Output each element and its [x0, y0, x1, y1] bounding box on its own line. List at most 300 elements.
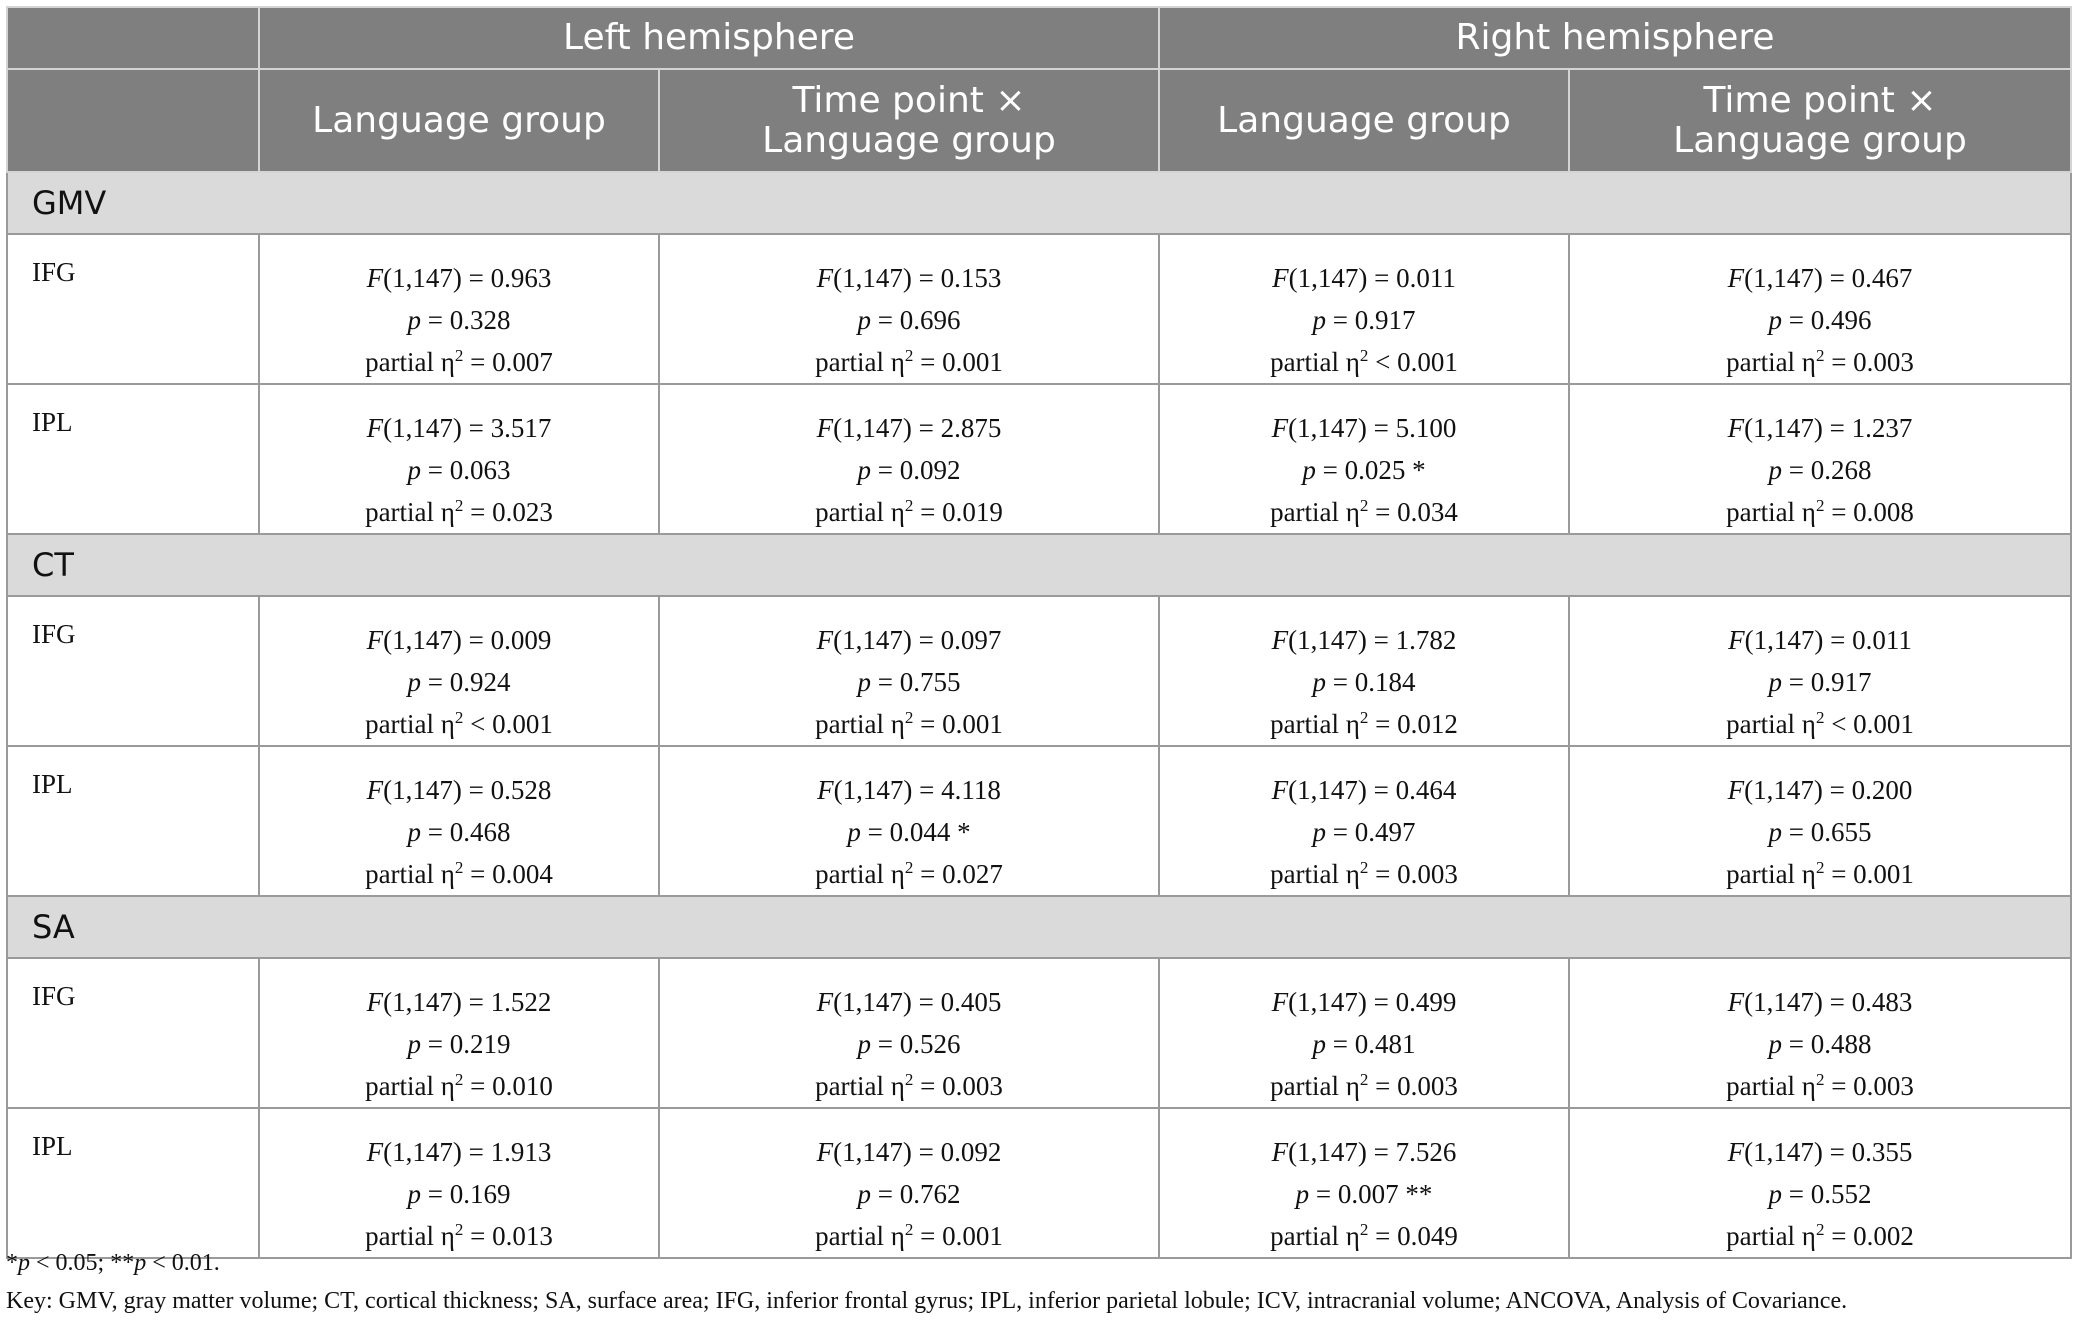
f-statistic: [1160, 257, 1568, 299]
f-symbol: F: [1727, 775, 1745, 805]
eta-value: = 0.001: [1831, 859, 1914, 889]
eta-superscript: 2: [454, 1220, 464, 1239]
f-symbol: F: [1727, 413, 1745, 443]
f-symbol: F: [366, 987, 384, 1017]
stat-cell: [1159, 746, 1569, 896]
f-symbol: F: [1271, 413, 1289, 443]
region-label: IFG: [7, 234, 259, 384]
table-row: [7, 234, 2071, 384]
eta-superscript: 2: [1815, 708, 1825, 727]
p-value-line: [260, 811, 658, 853]
stat-cell: [1159, 1108, 1569, 1258]
eta-superscript: 2: [1815, 1070, 1825, 1089]
p-equals: =: [871, 1029, 900, 1059]
p-value-line: [260, 449, 658, 491]
column-header-3: [1569, 69, 2071, 172]
eta-superscript: 2: [1359, 346, 1369, 365]
p-value-line: [660, 661, 1158, 703]
p-value-line: [1570, 661, 2070, 703]
p-value: 0.184: [1354, 667, 1416, 697]
p-value: 0.092: [899, 455, 961, 485]
p-equals: =: [421, 817, 450, 847]
stat-cell: [1159, 234, 1569, 384]
eta-superscript: 2: [454, 858, 464, 877]
p-symbol: p: [1295, 1179, 1310, 1209]
p-value-line: [1160, 1023, 1568, 1065]
eta-value: = 0.003: [1831, 347, 1914, 377]
stat-cell: [1569, 596, 2071, 746]
effect-size-line: [260, 853, 658, 895]
effect-size-line: [1570, 1065, 2070, 1107]
eta-value: = 0.010: [470, 1071, 553, 1101]
f-df: (1,147) =: [383, 413, 491, 443]
p-equals: =: [1782, 667, 1811, 697]
p-value: 0.496: [1810, 305, 1872, 335]
f-symbol: F: [1727, 1137, 1745, 1167]
p-value: 0.917: [1354, 305, 1416, 335]
p-value: 0.755: [899, 667, 961, 697]
stat-cell: [259, 958, 659, 1108]
p-value: 0.025: [1344, 455, 1406, 485]
f-statistic: [1160, 619, 1568, 661]
p-symbol: p: [1312, 667, 1326, 697]
effect-size-line: [1570, 703, 2070, 745]
f-value: 0.355: [1851, 1137, 1913, 1167]
eta-value: = 0.004: [470, 859, 553, 889]
eta-value: = 0.001: [920, 709, 1003, 739]
eta-value: < 0.001: [1375, 347, 1458, 377]
f-symbol: F: [816, 263, 834, 293]
eta-label: partial η: [1270, 347, 1360, 377]
f-symbol: F: [816, 1137, 834, 1167]
p-equals: =: [1326, 1029, 1355, 1059]
table-footnotes: [6, 1244, 2070, 1320]
f-statistic: [1160, 407, 1568, 449]
f-df: (1,147) =: [1288, 1137, 1396, 1167]
f-statistic: [1570, 257, 2070, 299]
p-symbol: p: [407, 817, 421, 847]
f-df: (1,147) =: [383, 987, 491, 1017]
f-value: 1.782: [1395, 625, 1457, 655]
p-value-line: [1570, 1173, 2070, 1215]
eta-value: = 0.003: [920, 1071, 1003, 1101]
f-symbol: F: [816, 987, 834, 1017]
f-statistic: [660, 981, 1158, 1023]
f-statistic: [260, 257, 658, 299]
results-table-container: [6, 6, 2070, 1259]
p-value-line: [660, 299, 1158, 341]
abbreviation-key-footnote: Key: GMV, gray matter volume; CT, cortical thickness; SA, surface area; IFG, inferior frontal gyrus; IPL, inferior parietal lobule; ICV, intracranial volume; ANCOVA, Analysis of Covariance.: [6, 1288, 1848, 1314]
p-symbol: p: [1768, 817, 1783, 847]
f-symbol: F: [366, 413, 384, 443]
stat-cell: [259, 384, 659, 534]
section-label: CT: [7, 534, 2071, 596]
f-df: (1,147) =: [833, 1137, 941, 1167]
eta-value: = 0.001: [920, 347, 1003, 377]
eta-value: < 0.001: [470, 709, 553, 739]
p-value: 0.169: [449, 1179, 511, 1209]
section-row: [7, 172, 2071, 234]
p-value-line: [1570, 1023, 2070, 1065]
p-symbol: p: [1312, 1029, 1326, 1059]
f-value: 0.200: [1851, 775, 1913, 805]
f-df: (1,147) =: [1288, 987, 1396, 1017]
eta-label: partial η: [1270, 859, 1360, 889]
p-value: 0.007: [1337, 1179, 1399, 1209]
eta-label: partial η: [815, 1221, 905, 1251]
f-df: (1,147) =: [1744, 987, 1852, 1017]
p-value-line: [1160, 661, 1568, 703]
eta-label: partial η: [1726, 497, 1816, 527]
effect-size-line: [1160, 341, 1568, 383]
effect-size-line: [260, 1065, 658, 1107]
eta-value: < 0.001: [1831, 709, 1914, 739]
f-value: 0.467: [1851, 263, 1913, 293]
f-symbol: F: [1727, 987, 1745, 1017]
f-df: (1,147) =: [833, 987, 941, 1017]
eta-value: = 0.008: [1831, 497, 1914, 527]
f-symbol: F: [366, 263, 384, 293]
p-equals: =: [1782, 1179, 1811, 1209]
f-symbol: F: [816, 413, 834, 443]
p-equals: =: [871, 455, 900, 485]
f-value: 1.913: [490, 1137, 552, 1167]
p-value: 0.924: [449, 667, 511, 697]
eta-label: partial η: [1726, 347, 1816, 377]
p-value: 0.481: [1354, 1029, 1416, 1059]
eta-superscript: 2: [904, 346, 914, 365]
stat-cell: [1569, 1108, 2071, 1258]
effect-size-line: [660, 1065, 1158, 1107]
section-label: GMV: [7, 172, 2071, 234]
eta-superscript: 2: [454, 708, 464, 727]
p-value-line: [1160, 299, 1568, 341]
region-label: IFG: [7, 958, 259, 1108]
p-equals: =: [1326, 667, 1355, 697]
p-equals: =: [871, 667, 900, 697]
effect-size-line: [1570, 853, 2070, 895]
eta-value: = 0.003: [1375, 1071, 1458, 1101]
f-statistic: [1570, 407, 2070, 449]
eta-superscript: 2: [1815, 346, 1825, 365]
eta-superscript: 2: [1815, 858, 1825, 877]
f-df: (1,147) =: [383, 263, 491, 293]
f-symbol: F: [1272, 263, 1289, 293]
p-value-line: [660, 1173, 1158, 1215]
f-symbol: F: [1728, 625, 1745, 655]
p-symbol: p: [857, 305, 871, 335]
f-df: (1,147) =: [1288, 413, 1396, 443]
f-df: (1,147) =: [383, 625, 491, 655]
effect-size-line: [260, 703, 658, 745]
stat-cell: [659, 1108, 1159, 1258]
p-equals: =: [1782, 1029, 1811, 1059]
stat-cell: [1569, 234, 2071, 384]
header-row-effects: [7, 69, 2071, 172]
stat-cell: [1569, 958, 2071, 1108]
header-empty-cell: [7, 69, 259, 172]
f-df: (1,147) =: [833, 625, 941, 655]
p-value: 0.328: [449, 305, 511, 335]
stat-cell: [1569, 746, 2071, 896]
eta-label: partial η: [1270, 709, 1360, 739]
p-value: 0.044: [889, 817, 951, 847]
eta-superscript: 2: [904, 496, 914, 515]
region-label: IFG: [7, 596, 259, 746]
p-equals: =: [421, 1179, 450, 1209]
f-statistic: [1570, 1131, 2070, 1173]
eta-value: = 0.002: [1831, 1221, 1914, 1251]
f-symbol: F: [1271, 625, 1289, 655]
right-hemisphere-header: Right hemisphere: [1159, 7, 2071, 69]
p-value: 0.655: [1810, 817, 1872, 847]
effect-size-line: [1160, 491, 1568, 533]
effect-size-line: [260, 491, 658, 533]
f-statistic: [260, 981, 658, 1023]
effect-size-line: [1160, 1065, 1568, 1107]
p-symbol: p: [1312, 817, 1326, 847]
p-symbol: p: [407, 667, 421, 697]
p-value-line: [260, 1023, 658, 1065]
p-equals: =: [871, 305, 900, 335]
f-statistic: [660, 407, 1158, 449]
eta-label: partial η: [1726, 709, 1816, 739]
eta-superscript: 2: [1815, 1220, 1825, 1239]
p-value: 0.488: [1810, 1029, 1872, 1059]
f-value: 0.405: [940, 987, 1002, 1017]
p-value-line: [1160, 449, 1568, 491]
table-row: [7, 958, 2071, 1108]
f-value: 0.483: [1851, 987, 1913, 1017]
f-statistic: [660, 619, 1158, 661]
f-statistic: [260, 1131, 658, 1173]
stat-cell: [1159, 384, 1569, 534]
p-value-line: [660, 449, 1158, 491]
p-equals: =: [1782, 817, 1811, 847]
p-equals: =: [1309, 1179, 1338, 1209]
eta-label: partial η: [365, 1071, 455, 1101]
f-df: (1,147) =: [1288, 625, 1396, 655]
column-header-line: Language group: [1217, 99, 1511, 141]
f-df: (1,147) =: [383, 1137, 491, 1167]
header-row-hemispheres: [7, 7, 2071, 69]
eta-value: = 0.013: [470, 1221, 553, 1251]
eta-value: = 0.027: [920, 859, 1003, 889]
eta-label: partial η: [815, 709, 905, 739]
significance-marker: *: [1412, 455, 1426, 485]
f-value: 1.522: [490, 987, 552, 1017]
f-value: 0.011: [1396, 263, 1456, 293]
p-symbol: p: [1768, 455, 1783, 485]
p-value: 0.552: [1810, 1179, 1872, 1209]
f-df: (1,147) =: [1744, 775, 1852, 805]
significance-marker: **: [1405, 1179, 1433, 1209]
p-symbol: p: [407, 455, 421, 485]
f-statistic: [1570, 769, 2070, 811]
p-equals: =: [860, 817, 890, 847]
column-header-line: Language group: [312, 99, 606, 141]
eta-label: partial η: [365, 1221, 455, 1251]
f-value: 4.118: [941, 775, 1001, 805]
stat-cell: [259, 596, 659, 746]
eta-value: = 0.007: [470, 347, 553, 377]
table-row: [7, 1108, 2071, 1258]
region-label: IPL: [7, 384, 259, 534]
eta-value: = 0.012: [1375, 709, 1458, 739]
table-row: [7, 384, 2071, 534]
f-value: 0.153: [940, 263, 1002, 293]
stat-cell: [659, 384, 1159, 534]
eta-label: partial η: [365, 497, 455, 527]
eta-label: partial η: [1270, 1071, 1360, 1101]
eta-value: = 0.001: [920, 1221, 1003, 1251]
eta-value: = 0.023: [470, 497, 553, 527]
section-label: SA: [7, 896, 2071, 958]
f-df: (1,147) =: [833, 263, 941, 293]
f-df: (1,147) =: [833, 413, 941, 443]
p-symbol: p: [407, 1179, 421, 1209]
header-corner-cell: [7, 7, 259, 69]
effect-size-line: [1570, 341, 2070, 383]
stat-cell: [659, 596, 1159, 746]
f-symbol: F: [1271, 775, 1289, 805]
eta-superscript: 2: [1359, 708, 1369, 727]
p-value: 0.917: [1810, 667, 1872, 697]
eta-label: partial η: [815, 347, 905, 377]
p-equals: =: [421, 1029, 450, 1059]
eta-superscript: 2: [454, 496, 464, 515]
p-symbol: p: [857, 667, 871, 697]
f-value: 0.528: [490, 775, 552, 805]
p-value: 0.696: [899, 305, 961, 335]
stat-cell: [659, 958, 1159, 1108]
section-row: [7, 896, 2071, 958]
eta-value: = 0.003: [1831, 1071, 1914, 1101]
column-header-1: [659, 69, 1159, 172]
f-df: (1,147) =: [1744, 263, 1852, 293]
p-equals: =: [1782, 455, 1811, 485]
f-symbol: F: [1727, 263, 1745, 293]
eta-superscript: 2: [1359, 858, 1369, 877]
eta-superscript: 2: [454, 1070, 464, 1089]
eta-label: partial η: [815, 1071, 905, 1101]
p-value-line: [1570, 299, 2070, 341]
p-equals: =: [1782, 305, 1811, 335]
eta-label: partial η: [815, 497, 905, 527]
p-symbol: p: [407, 305, 421, 335]
f-value: 1.237: [1851, 413, 1913, 443]
effect-size-line: [660, 491, 1158, 533]
f-value: 0.963: [490, 263, 552, 293]
eta-label: partial η: [365, 347, 455, 377]
f-symbol: F: [1271, 987, 1289, 1017]
stat-cell: [259, 234, 659, 384]
significance-footnote: *p < 0.05; **p < 0.01.: [6, 1250, 220, 1276]
column-header-line: Time point ×: [1703, 79, 1937, 121]
stat-cell: [1159, 958, 1569, 1108]
f-value: 0.464: [1395, 775, 1457, 805]
eta-value: = 0.049: [1375, 1221, 1458, 1251]
f-symbol: F: [817, 775, 834, 805]
f-statistic: [1570, 981, 2070, 1023]
column-header-line: Language group: [1673, 119, 1967, 161]
p-value-line: [260, 661, 658, 703]
f-df: (1,147) =: [1744, 625, 1853, 655]
table-row: [7, 596, 2071, 746]
eta-label: partial η: [1270, 497, 1360, 527]
effect-size-line: [1160, 703, 1568, 745]
eta-label: partial η: [1726, 1221, 1816, 1251]
region-label: IPL: [7, 1108, 259, 1258]
f-value: 2.875: [940, 413, 1002, 443]
eta-value: = 0.034: [1375, 497, 1458, 527]
p-value: 0.268: [1810, 455, 1872, 485]
f-statistic: [1160, 769, 1568, 811]
f-statistic: [1160, 981, 1568, 1023]
effect-size-line: [260, 341, 658, 383]
f-value: 7.526: [1395, 1137, 1457, 1167]
stat-cell: [659, 234, 1159, 384]
f-statistic: [260, 769, 658, 811]
p-value-line: [660, 1023, 1158, 1065]
p-symbol: p: [407, 1029, 421, 1059]
f-df: (1,147) =: [1744, 413, 1852, 443]
p-value-line: [1570, 449, 2070, 491]
significance-marker: *: [957, 817, 971, 847]
table-body: [7, 172, 2071, 1258]
p-value: 0.526: [899, 1029, 961, 1059]
eta-value: = 0.019: [920, 497, 1003, 527]
effect-size-line: [660, 703, 1158, 745]
p-value: 0.762: [899, 1179, 961, 1209]
p-symbol: p: [1768, 1029, 1783, 1059]
eta-label: partial η: [365, 709, 455, 739]
table-row: [7, 746, 2071, 896]
f-statistic: [1570, 619, 2070, 661]
f-df: (1,147) =: [383, 775, 491, 805]
p-value: 0.219: [449, 1029, 511, 1059]
f-value: 0.092: [940, 1137, 1002, 1167]
f-symbol: F: [366, 775, 384, 805]
f-value: 5.100: [1395, 413, 1457, 443]
stat-cell: [659, 746, 1159, 896]
column-header-2: [1159, 69, 1569, 172]
f-df: (1,147) =: [833, 775, 942, 805]
f-df: (1,147) =: [1288, 775, 1396, 805]
p-equals: =: [421, 455, 450, 485]
f-statistic: [1160, 1131, 1568, 1173]
f-value: 0.499: [1395, 987, 1457, 1017]
eta-label: partial η: [815, 859, 905, 889]
p-equals: =: [421, 667, 450, 697]
eta-value: = 0.003: [1375, 859, 1458, 889]
f-statistic: [660, 1131, 1158, 1173]
p-equals: =: [871, 1179, 900, 1209]
f-statistic: [660, 769, 1158, 811]
ancova-results-table: [6, 6, 2072, 1259]
stat-cell: [1569, 384, 2071, 534]
f-value: 3.517: [490, 413, 552, 443]
eta-label: partial η: [1270, 1221, 1360, 1251]
column-header-0: [259, 69, 659, 172]
f-df: (1,147) =: [1288, 263, 1397, 293]
p-symbol: p: [1302, 455, 1316, 485]
eta-superscript: 2: [904, 1220, 914, 1239]
eta-label: partial η: [365, 859, 455, 889]
p-equals: =: [1326, 305, 1355, 335]
effect-size-line: [660, 341, 1158, 383]
effect-size-line: [1570, 491, 2070, 533]
